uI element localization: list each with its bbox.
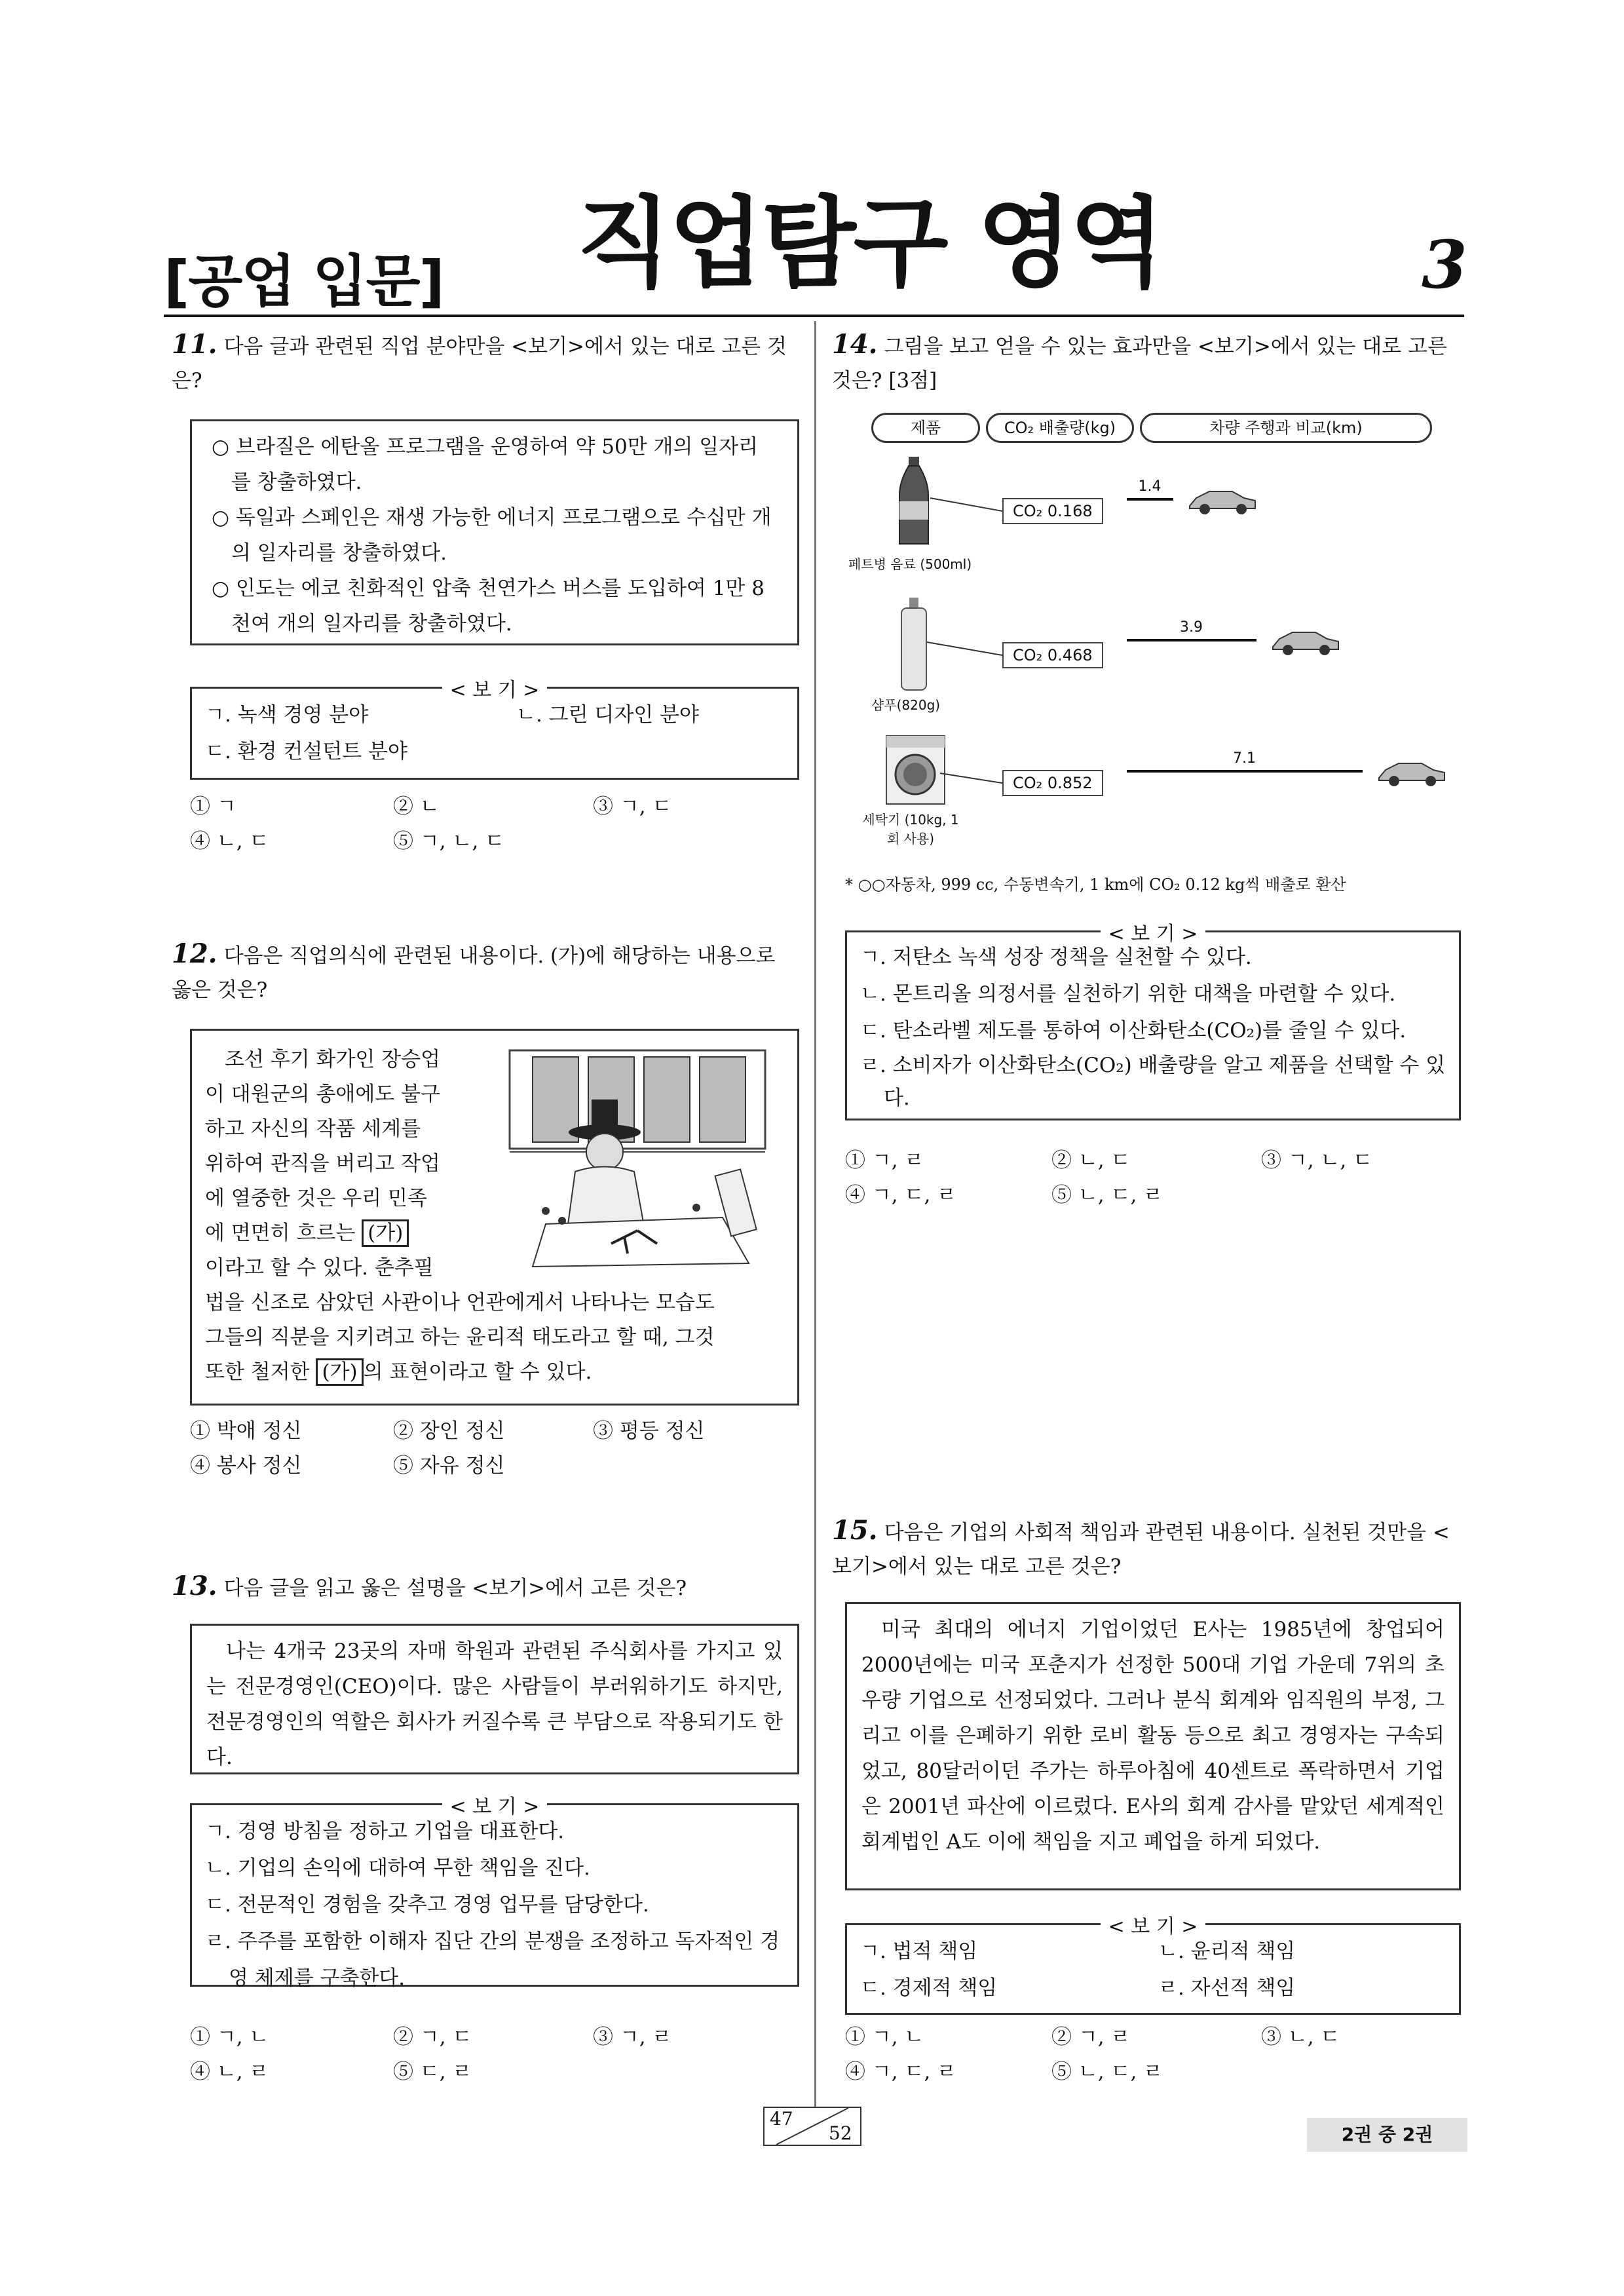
figure-header-co2: CO₂ 배출량(kg) — [986, 413, 1134, 443]
q14-number: 14. — [832, 329, 878, 360]
distance-bar-2 — [1127, 639, 1256, 641]
q12-passage-line: 에 면면히 흐르는 — [205, 1221, 356, 1245]
q15-choice-2[interactable]: ② ㄱ, ㄹ — [1051, 2025, 1131, 2049]
q13-bogi-item: ㄹ. 주주를 포함한 이해자 집단 간의 분쟁을 조정하고 독자적인 경영 체제를 구축한다. — [205, 1930, 780, 1990]
q11-passage-line: ○ 브라질은 에탄올 프로그램을 운영하여 약 50만 개의 일자리를 창출하였다. — [212, 435, 759, 494]
q11-bogi-item: ㄷ. 환경 컨설턴트 분야 — [205, 740, 407, 763]
page-total: 52 — [829, 2122, 852, 2144]
q13-choice-2[interactable]: ② ㄱ, ㄷ — [393, 2025, 472, 2049]
figure-header-distance: 차량 주행과 비교(km) — [1140, 413, 1432, 443]
q15-choice-1[interactable]: ① ㄱ, ㄴ — [845, 2025, 924, 2049]
q11-bogi-title: < 보 기 > — [442, 679, 548, 702]
distance-label-2: 3.9 — [1180, 619, 1203, 636]
distance-label-1: 1.4 — [1138, 478, 1161, 495]
q14-bogi-item: ㄱ. 저탄소 녹색 성장 정책을 실천할 수 있다. — [860, 946, 1252, 969]
q15-stem — [832, 1514, 1461, 1584]
header-rule — [164, 315, 1464, 317]
q15-bogi-item: ㄷ. 경제적 책임 — [860, 1976, 998, 2000]
q11-choice-5[interactable]: ⑤ ㄱ, ㄴ, ㄷ — [393, 830, 505, 853]
q12-passage-line: 의 표현이라고 할 수 있다. — [363, 1360, 592, 1384]
q12-choice-4[interactable]: ④ 봉사 정신 — [190, 1454, 302, 1478]
car-icon — [1270, 627, 1342, 657]
q14-choice-4[interactable]: ④ ㄱ, ㄷ, ㄹ — [845, 1183, 957, 1207]
q13-passage-box — [190, 1624, 799, 1774]
q11-number: 11. — [172, 329, 217, 360]
product-label-2: 샴푸(820g) — [871, 697, 941, 713]
q11-bogi-box — [190, 679, 799, 780]
co2-value-2: CO₂ 0.468 — [1002, 642, 1103, 668]
q13-passage: 나는 4개국 23곳의 자매 학원과 관련된 주식회사를 가지고 있는 전문경영인(CEO)이다. 많은 사람들이 부러워하기도 하지만, 전문경영인의 역할은 회사가 커질수록 큰 부담으로 작용되기도 한다. — [206, 1639, 783, 1769]
page-number: 3 — [1422, 226, 1467, 303]
page-counter — [763, 2107, 861, 2146]
car-icon — [1376, 758, 1448, 788]
q13-stem-text: 다음 글을 읽고 옳은 설명을 <보기>에서 고른 것은? — [223, 1577, 687, 1600]
q11-stem-text: 다음 글과 관련된 직업 분야만을 <보기>에서 있는 대로 고른 것은? — [172, 335, 787, 392]
q12-blank: (가) — [362, 1219, 409, 1247]
q11-passage-line: ○ 독일과 스페인은 재생 가능한 에너지 프로그램으로 수십만 개의 일자리를 창출하였다. — [212, 506, 772, 565]
q12-choice-3[interactable]: ③ 평등 정신 — [593, 1419, 705, 1443]
figure-header-product: 제품 — [871, 413, 980, 443]
distance-bar-1 — [1127, 498, 1173, 501]
q13-choice-5[interactable]: ⑤ ㄷ, ㄹ — [393, 2060, 472, 2084]
q13-bogi-item: ㄱ. 경영 방침을 정하고 기업을 대표한다. — [205, 1820, 565, 1843]
q12-stem — [172, 937, 801, 1007]
car-icon — [1186, 486, 1258, 516]
q14-stem — [832, 328, 1461, 398]
q15-bogi-item: ㄱ. 법적 책임 — [860, 1940, 978, 1963]
q11-bogi-item: ㄱ. 녹색 경영 분야 — [205, 703, 369, 727]
q15-choice-3[interactable]: ③ ㄴ, ㄷ — [1261, 2025, 1340, 2049]
q15-stem-text: 다음은 기업의 사회적 책임과 관련된 내용이다. 실천된 것만을 <보기>에서 있는 대로 고른 것은? — [832, 1521, 1450, 1578]
q13-stem — [172, 1569, 801, 1605]
q15-passage-box — [845, 1602, 1461, 1890]
q12-passage-line: 조선 후기 화가인 장승업 — [225, 1048, 441, 1071]
q14-bogi-item: ㄷ. 탄소라벨 제도를 통하여 이산화탄소(CO₂)를 줄일 수 있다. — [860, 1019, 1407, 1043]
q13-bogi-title: < 보 기 > — [442, 1795, 548, 1818]
q12-passage-line: 에 열중한 것은 우리 민족 — [205, 1187, 427, 1210]
q14-choice-1[interactable]: ① ㄱ, ㄹ — [845, 1149, 924, 1172]
figure-note: * ○○자동차, 999 cc, 수동변속기, 1 km에 CO₂ 0.12 kg씩 배출로 환산 — [845, 875, 1346, 894]
q15-choice-4[interactable]: ④ ㄱ, ㄷ, ㄹ — [845, 2060, 957, 2084]
co2-value-1: CO₂ 0.168 — [1002, 498, 1103, 524]
q12-passage-line: 위하여 관직을 버리고 작업 — [205, 1152, 440, 1176]
q12-choice-5[interactable]: ⑤ 자유 정신 — [393, 1454, 505, 1478]
q12-choice-2[interactable]: ② 장인 정신 — [393, 1419, 505, 1443]
q14-bogi-item: ㄹ. 소비자가 이산화탄소(CO₂) 배출량을 알고 제품을 선택할 수 있다. — [860, 1054, 1446, 1110]
q11-stem — [172, 328, 801, 398]
q11-passage-line: ○ 인도는 에코 친화적인 압축 천연가스 버스를 도입하여 1만 8천여 개의 일자리를 창출하였다. — [212, 577, 765, 636]
book-indicator: 2권 중 2권 — [1307, 2118, 1467, 2152]
q12-passage-box — [190, 1029, 799, 1406]
q13-bogi-box — [190, 1795, 799, 1990]
q15-bogi-box — [845, 1915, 1461, 2015]
q11-choice-2[interactable]: ② ㄴ — [393, 795, 440, 818]
q15-bogi-item: ㄹ. 자선적 책임 — [1158, 1976, 1296, 2000]
product-label-1: 페트병 음료 (500ml) — [848, 556, 972, 572]
q13-bogi-item: ㄷ. 전문적인 경험을 갖추고 경영 업무를 담당한다. — [205, 1893, 649, 1917]
q12-number: 12. — [172, 938, 217, 969]
q15-bogi-item: ㄴ. 윤리적 책임 — [1158, 1940, 1296, 1963]
q12-passage-line: 이라고 할 수 있다. 춘추필 — [205, 1256, 434, 1280]
exam-title: 직업탐구 영역 — [576, 187, 1162, 301]
subject-title: [공업 입문] — [164, 249, 444, 315]
distance-bar-3 — [1127, 770, 1363, 773]
q12-passage-line: 법을 신조로 삼았던 사관이나 언관에게서 나타나는 모습도 — [205, 1291, 715, 1314]
q12-blank: (가) — [316, 1358, 363, 1386]
q14-choice-3[interactable]: ③ ㄱ, ㄴ, ㄷ — [1261, 1149, 1373, 1172]
q14-bogi-item: ㄴ. 몬트리올 의정서를 실천하기 위한 대책을 마련할 수 있다. — [860, 982, 1396, 1006]
q11-choice-3[interactable]: ③ ㄱ, ㄷ — [593, 795, 672, 818]
q13-choice-4[interactable]: ④ ㄴ, ㄹ — [190, 2060, 269, 2084]
q11-choice-1[interactable]: ① ㄱ — [190, 795, 236, 818]
q14-choice-5[interactable]: ⑤ ㄴ, ㄷ, ㄹ — [1051, 1183, 1163, 1207]
q11-choice-4[interactable]: ④ ㄴ, ㄷ — [190, 830, 269, 853]
product-label-3: 세탁기 (10kg, 1회 사용) — [862, 812, 959, 847]
q15-bogi-title: < 보 기 > — [1101, 1915, 1206, 1938]
q13-choice-1[interactable]: ① ㄱ, ㄴ — [190, 2025, 269, 2049]
q11-passage-box — [190, 419, 799, 645]
q13-bogi-item: ㄴ. 기업의 손익에 대하여 무한 책임을 진다. — [205, 1856, 590, 1880]
q15-number: 15. — [832, 1515, 878, 1546]
q12-choice-1[interactable]: ① 박애 정신 — [190, 1419, 302, 1443]
distance-label-3: 7.1 — [1233, 750, 1256, 767]
q12-passage-line: 이 대원군의 총애에도 불구 — [205, 1082, 440, 1106]
q15-passage: 미국 최대의 에너지 기업이었던 E사는 1985년에 창업되어 2000년에는 미국 포춘지가 선정한 500대 기업 가운데 7위의 초우량 기업으로 선정되었다. 그러나 분식 회계와 임직원의 부정, 그리고 이를 은폐하기 위한 로비 활동 등으로 최고 경영자는 구속되었고, 80달러이던 주가는 하루아침에 40센트로 폭락하면서 기업은 2001년 파산에 이르렀다. E사의 회계 감사를 맡았던 세계적인 회계법인 A도 이에 책임을 지고 폐업을 하게 되었다. — [861, 1618, 1445, 1854]
q11-bogi-item: ㄴ. 그린 디자인 분야 — [516, 703, 699, 727]
q12-passage-line: 또한 철저한 — [205, 1360, 310, 1384]
figure-connector-lines — [845, 406, 1461, 865]
q14-bogi-box — [845, 923, 1461, 1120]
q12-passage-line: 그들의 직분을 지키려고 하는 윤리적 태도라고 할 때, 그것 — [205, 1326, 715, 1349]
q14-figure — [845, 406, 1461, 894]
q14-stem-text: 그림을 보고 얻을 수 있는 효과만을 <보기>에서 있는 대로 고른 것은? [3점] — [832, 335, 1447, 392]
q13-number: 13. — [172, 1571, 217, 1601]
q12-passage-line: 하고 자신의 작품 세계를 — [205, 1117, 421, 1141]
painter-illustration — [506, 1047, 768, 1270]
q14-choice-2[interactable]: ② ㄴ, ㄷ — [1051, 1149, 1131, 1172]
page-current: 47 — [770, 2108, 793, 2130]
q13-choice-3[interactable]: ③ ㄱ, ㄹ — [593, 2025, 672, 2049]
q14-bogi-title: < 보 기 > — [1101, 923, 1206, 946]
q12-stem-text: 다음은 직업의식에 관련된 내용이다. (가)에 해당하는 내용으로 옳은 것은? — [172, 944, 776, 1002]
q15-choice-5[interactable]: ⑤ ㄴ, ㄷ, ㄹ — [1051, 2060, 1163, 2084]
co2-value-3: CO₂ 0.852 — [1002, 770, 1103, 796]
column-divider — [814, 321, 816, 2139]
